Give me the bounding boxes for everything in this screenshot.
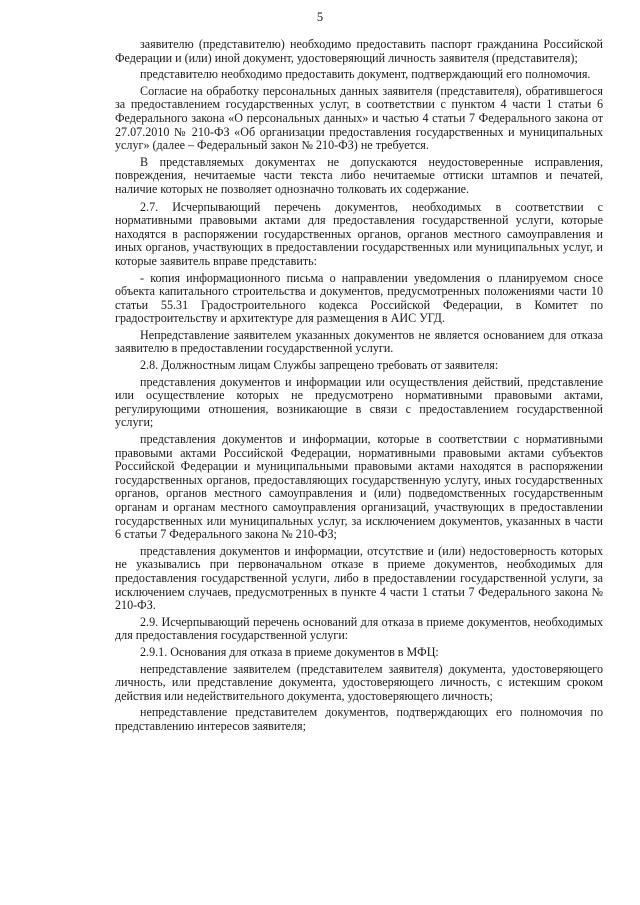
paragraph: заявителю (представителю) необходимо предоставить паспорт гражданина Российской Федерации и (или) иной документ, удостоверяющий личность заявителя (представителя); (115, 37, 603, 65)
paragraph: представления документов и информации, отсутствие и (или) недостоверность которых не указывались при первоначальном отказе в приеме документов, необходимых для предоставления государственной услуги, либо в предоставлении государственной услуги, за исключением случаев, предусмотренных в пункте 4 части 1 статьи 7 Федерального закона № 210-ФЗ. (115, 543, 603, 613)
paragraph: представления документов и информации или осуществления действий, представление или осуществление которых не предусмотрено нормативными правовыми актами, регулирующими отношения, возникающие в связи с предоставлением государственной услуги; (115, 374, 603, 430)
paragraph: В представляемых документах не допускаются неудостоверенные исправления, повреждения, нечитаемые части текста либо нечитаемые оттиски штампов и печатей, наличие которых не позволяет однозначно толковать их содержание. (115, 154, 603, 196)
paragraph: 2.7. Исчерпывающий перечень документов, необходимых в соответствии с нормативными правовыми актами для предоставления государственной услуги, которые находятся в распоряжении государственных органов, органов местного самоуправления и иных органов, участвующих в предоставлении государственных или муниципальных услуг, и которые заявитель вправе представить: (115, 199, 603, 268)
paragraph: 2.9. Исчерпывающий перечень оснований для отказа в приеме документов, необходимых для предоставления государственной услуги: (115, 614, 603, 643)
paragraph: Непредставление заявителем указанных документов не является основанием для отказа заявителю в предоставлении государственной услуги. (115, 327, 603, 356)
paragraph: непредставление представителем документов, подтверждающих его полномочия по представлению интересов заявителя; (115, 705, 603, 733)
paragraph: 2.8. Должностным лицам Службы запрещено требовать от заявителя: (140, 358, 499, 373)
paragraph: непредставление заявителем (представителем заявителя) документа, удостоверяющего личность, или представление документа, удостоверяющего личность, с истекшим сроком действия или недействительного документа, удостоверяющего личность; (115, 661, 603, 703)
document-body (115, 38, 603, 737)
paragraph: представителю необходимо предоставить документ, подтверждающий его полномочия. (140, 67, 591, 82)
paragraph: Согласие на обработку персональных данных заявителя (представителя), обратившегося за предоставлением государственных услуг, в соответствии с пунктом 4 части 1 статьи 6 Федерального закона «О персональных данных» и частью 4 статьи 7 Федерального закона от 27.07.2010 № 210-ФЗ «Об организации предоставления государственных и муниципальных услуг» (далее – Федеральный закон № 210-ФЗ) не требуется. (115, 83, 603, 153)
page-number: 5 (316, 10, 324, 24)
paragraph: 2.9.1. Основания для отказа в приеме документов в МФЦ: (140, 644, 439, 659)
paragraph: представления документов и информации, которые в соответствии с нормативными правовыми актами Российской Федерации, нормативными правовыми актами субъектов Российской Федерации и муниципальными правовыми актами находятся в распоряжении государственных органов, предоставляющих государственную услугу, иных государственных органов, органов местного самоуправления и (или) подведомственных государственным органам и органам местного самоуправления организаций, участвующих в предоставлении государственных или муниципальных услуг, за исключением документов, указанных в части 6 статьи 7 Федерального закона № 210-ФЗ; (115, 432, 603, 542)
paragraph: - копия информационного письма о направлении уведомления о планируемом сносе объекта капитального строительства и документов, предусмотренных положениями части 10 статьи 55.31 Градостроительного кодекса Российской Федерации, в Комитет по градостроительству и архитектуре для размещения в АИС УГД. (115, 270, 603, 326)
